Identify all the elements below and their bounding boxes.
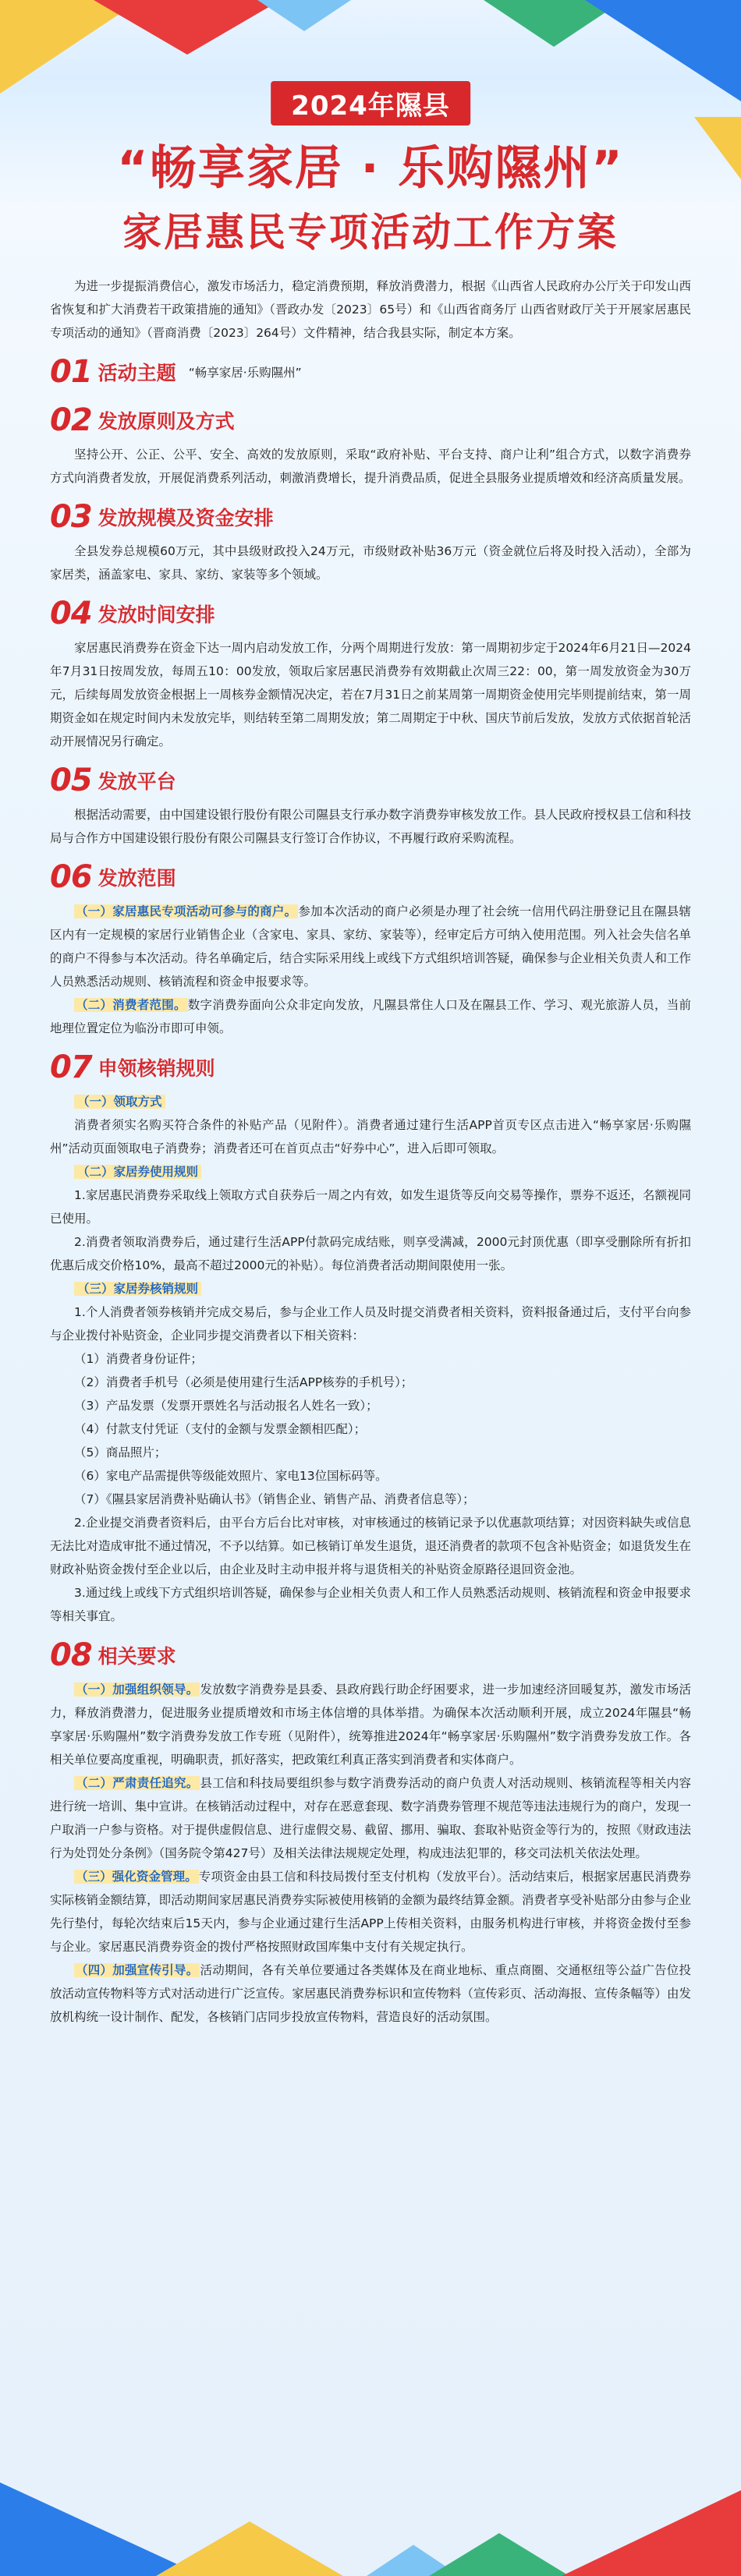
subsection-label: （二）家居券使用规则	[74, 1165, 201, 1179]
section-body: 坚持公开、公正、公平、安全、高效的发放原则，采取“政府补贴、平台支持、商户让利”组合方式，以数字消费券方式向消费者发放，开展促消费系列活动，刺激消费增长，提升消费品质，促进全县服务业提质增效和经济高质量发展。	[50, 448, 691, 485]
decor-triangle	[257, 0, 351, 31]
decor-triangle	[429, 2533, 569, 2576]
year-badge: 2024年隰县	[271, 81, 470, 126]
list-item: （6）家电产品需提供等级能效照片、家电13位国标码等。	[74, 1469, 388, 1483]
section-number: 07	[50, 1049, 92, 1085]
subsection-body: 活动期间，各有关单位要通过各类媒体及在商业地标、重点商圈、交通枢纽等公益广告位投放活动宣传物料等方式对活动进行广泛宣传。家居惠民消费券标识和宣传物料（宣传彩页、活动海报、宣传条幅等）由发放机构统一设计制作、配发，各核销门店同步投放宣传物料，营造良好的活动氛围。	[50, 1963, 691, 2024]
section-header-05	[50, 759, 691, 801]
section-title: 发放时间安排	[98, 603, 215, 626]
list-item: （4）付款支付凭证（支付的金额与发票金额相匹配）；	[74, 1422, 367, 1436]
subsection-label: （一）家居惠民专项活动可参与的商户。	[76, 904, 297, 918]
list-item: （5）商品照片；	[74, 1445, 167, 1460]
subsection-label: （二）严肃责任追究。	[76, 1776, 199, 1790]
subsection-body: 参加本次活动的商户必须是办理了社会统一信用代码注册登记且在隰县辖区内有一定规模的家居行业销售企业（含家电、家具、家纺、家装等），经审定后方可纳入使用范围。列入社会失信名单的商户不得参与本次活动。待名单确定后，结合实际采用线上或线下方式组织培训答疑，确保参与企业相关负责人和工作人员熟悉活动规则、核销流程和资金申报要求等。	[50, 904, 691, 989]
theme-value: “畅享家居·乐购隰州”	[188, 366, 302, 380]
section-title: 发放范围	[98, 867, 176, 890]
section-number: 04	[50, 596, 92, 632]
section-body: 全县发券总规模60万元，其中县级财政投入24万元，市级财政补贴36万元（资金就位后将及时投入活动），全部为家居类，涵盖家电、家具、家纺、家装等多个领域。	[50, 544, 691, 582]
list-item: （3）产品发票（发票开票姓名与活动报名人姓名一致）；	[74, 1399, 378, 1413]
subsection-body: 消费者须实名购买符合条件的补贴产品（见附件）。消费者通过建行生活APP首页专区点击进入“畅享家居·乐购隰州”活动页面领取电子消费券；消费者还可在首页点击“好券中心”，进入后即可领取。	[50, 1118, 691, 1155]
section-title: 申领核销规则	[98, 1057, 215, 1080]
slogan-title: “畅享家居 · 乐购隰州”	[117, 141, 624, 196]
decor-triangle	[94, 0, 281, 55]
section-title: 发放原则及方式	[98, 410, 235, 433]
subsection-label: （一）领取方式	[74, 1095, 165, 1109]
section-number: 01	[50, 354, 92, 390]
subsection-paragraph	[50, 1771, 691, 1865]
list-item: 1.个人消费者领券核销并完成交易后，参与企业工作人员及时提交消费者相关资料，资料报备通过后，支付平台向参与企业拨付补贴资金，企业同步提交消费者以下相关资料：	[50, 1305, 691, 1343]
section-title: 相关要求	[98, 1645, 176, 1668]
section-number: 06	[50, 859, 92, 895]
subsection-heading	[50, 1160, 691, 1184]
section-header-01	[50, 351, 691, 393]
section-header-02	[50, 399, 691, 441]
section-number: 02	[50, 402, 92, 438]
section-header-08	[50, 1634, 691, 1676]
intro-paragraph: 为进一步提振消费信心，激发市场活力，稳定消费预期，释放消费潜力，根据《山西省人民政府办公厅关于印发山西省恢复和扩大消费若干政策措施的通知》（晋政办发〔2023〕65号）和《山西省商务厅 山西省财政厅关于开展家居惠民专项活动的通知》（晋商消费〔2023〕264号）文件精神，结合我县实际，制定本方案。	[50, 279, 691, 340]
section-title: 发放规模及资金安排	[98, 507, 274, 529]
page-title: 家居惠民专项活动工作方案	[122, 210, 619, 255]
section-title: 活动主题	[98, 362, 176, 384]
list-item: 2.企业提交消费者资料后，由平台方后台比对审核，对审核通过的核销记录予以优惠款项结算；对因资料缺失或信息无法比对造成审批不通过情况，不予以结算。如已核销订单发生退货，退还消费者的款项不包含补贴资金；如退货发生在财政补贴资金拨付至企业以后，由企业及时主动申报并将与退货相关的补贴资金原路径退回资金池。	[50, 1516, 691, 1576]
decor-triangle	[156, 2521, 343, 2576]
section-number: 08	[50, 1637, 92, 1673]
document-body	[50, 274, 691, 2029]
list-item: （7）《隰县家居消费补贴确认书》（销售企业、销售产品、消费者信息等）；	[74, 1492, 475, 1506]
section-header-06	[50, 856, 691, 898]
decor-triangle	[562, 2490, 741, 2576]
subsection-label: （三）家居券核销规则	[74, 1282, 201, 1296]
subsection-body: 专项资金由县工信和科技局拨付至支付机构（发放平台）。活动结束后，根据家居惠民消费券实际核销金额结算，即活动期间家居惠民消费券实际被使用核销的金额为最终结算金额。消费者享受补贴部分由参与企业先行垫付，每轮次结束后15天内，参与企业通过建行生活APP上传相关资料，由服务机构进行审核，并将资金拨付至参与企业。家居惠民消费券资金的拨付严格按照财政国库集中支付有关规定执行。	[50, 1870, 691, 1954]
subsection-paragraph	[50, 1959, 691, 2029]
subsection-label: （一）加强组织领导。	[76, 1683, 199, 1697]
section-number: 05	[50, 763, 92, 798]
list-item: 1.家居惠民消费券采取线上领取方式自获券后一周之内有效，如发生退货等反向交易等操作，票券不返还，名额视同已使用。	[50, 1188, 691, 1226]
subsection-body: 数字消费券面向公众非定向发放，凡隰县常住人口及在隰县工作、学习、观光旅游人员，当前地理位置定位为临汾市即可申领。	[50, 998, 691, 1035]
subsection-body: 发放数字消费券是县委、县政府践行助企纾困要求，进一步加速经济回暖复苏，激发市场活力，释放消费潜力，促进服务业提质增效和市场主体信增的具体举措。为确保本次活动顺利开展，成立2024年隰县“畅享家居·乐购隰州”数字消费券发放工作专班（见附件），统筹推进2024年“畅享家居·乐购隰州”数字消费券发放工作。各相关单位要高度重视，明确职责，抓好落实，把政策红利真正落实到消费者和实体商户。	[50, 1683, 691, 1767]
list-item: 2.消费者领取消费券后，通过建行生活APP付款码完成结账，则享受满减，2000元封顶优惠（即享受删除所有折扣优惠后成交价格10%，最高不超过2000元的补贴）。每位消费者活动期间限使用一张。	[50, 1235, 691, 1272]
subsection-label: （三）强化资金管理。	[76, 1870, 197, 1884]
subsection-paragraph	[50, 1678, 691, 1771]
subsection-paragraph	[50, 993, 691, 1040]
section-header-07	[50, 1046, 691, 1088]
subsection-heading	[50, 1277, 691, 1300]
subsection-label: （四）加强宣传引导。	[76, 1963, 199, 1977]
subsection-label: （二）消费者范围。	[76, 998, 186, 1012]
section-number: 03	[50, 499, 92, 535]
subsection-paragraph	[50, 1865, 691, 1959]
decor-triangle	[585, 0, 741, 101]
list-item: （2）消费者手机号（必须是使用建行生活APP核券的手机号）；	[74, 1375, 413, 1389]
list-item: （1）消费者身份证件；	[74, 1352, 203, 1366]
section-title: 发放平台	[98, 770, 176, 793]
list-item: 3.通过线上或线下方式组织培训答疑，确保参与企业相关负责人和工作人员熟悉活动规则、核销流程和资金申报要求等相关事宜。	[50, 1586, 691, 1623]
subsection-paragraph	[50, 900, 691, 993]
section-body: 根据活动需要，由中国建设银行股份有限公司隰县支行承办数字消费券审核发放工作。县人民政府授权县工信和科技局与合作方中国建设银行股份有限公司隰县支行签订合作协议，不再履行政府采购流程。	[50, 808, 691, 845]
section-header-03	[50, 496, 691, 538]
subsection-body: 县工信和科技局要组织参与数字消费券活动的商户负责人对活动规则、核销流程等相关内容进行统一培训、集中宣讲。在核销活动过程中，对存在恶意套现、数字消费券管理不规范等违法违规行为的商户，发现一户取消一户参与资格。对于提供虚假信息、进行虚假交易、截留、挪用、骗取、套取补贴资金等行为的，按照《财政违法行为处罚处分条例》（国务院令第427号）及相关法律法规规定处理，构成违法犯罪的，移交司法机关依法处理。	[50, 1776, 691, 1860]
section-header-04	[50, 593, 691, 635]
subsection-heading	[50, 1090, 691, 1113]
section-body: 家居惠民消费券在资金下达一周内启动发放工作，分两个周期进行发放：第一周期初步定于2024年6月21日—2024年7月31日按周发放，每周五10：00发放，领取后家居惠民消费券有效期截止次周三22：00，第一周发放资金为30万元，后续每周发放资金根据上一周核券金额情况决定，若在7月31日之前某周第一周期资金使用完毕则提前结束，第一周期资金如在规定时间内未发放完毕，则结转至第二周期发放；第二周期定于中秋、国庆节前后发放，发放方式依据首轮活动开展情况另行确定。	[50, 641, 691, 748]
